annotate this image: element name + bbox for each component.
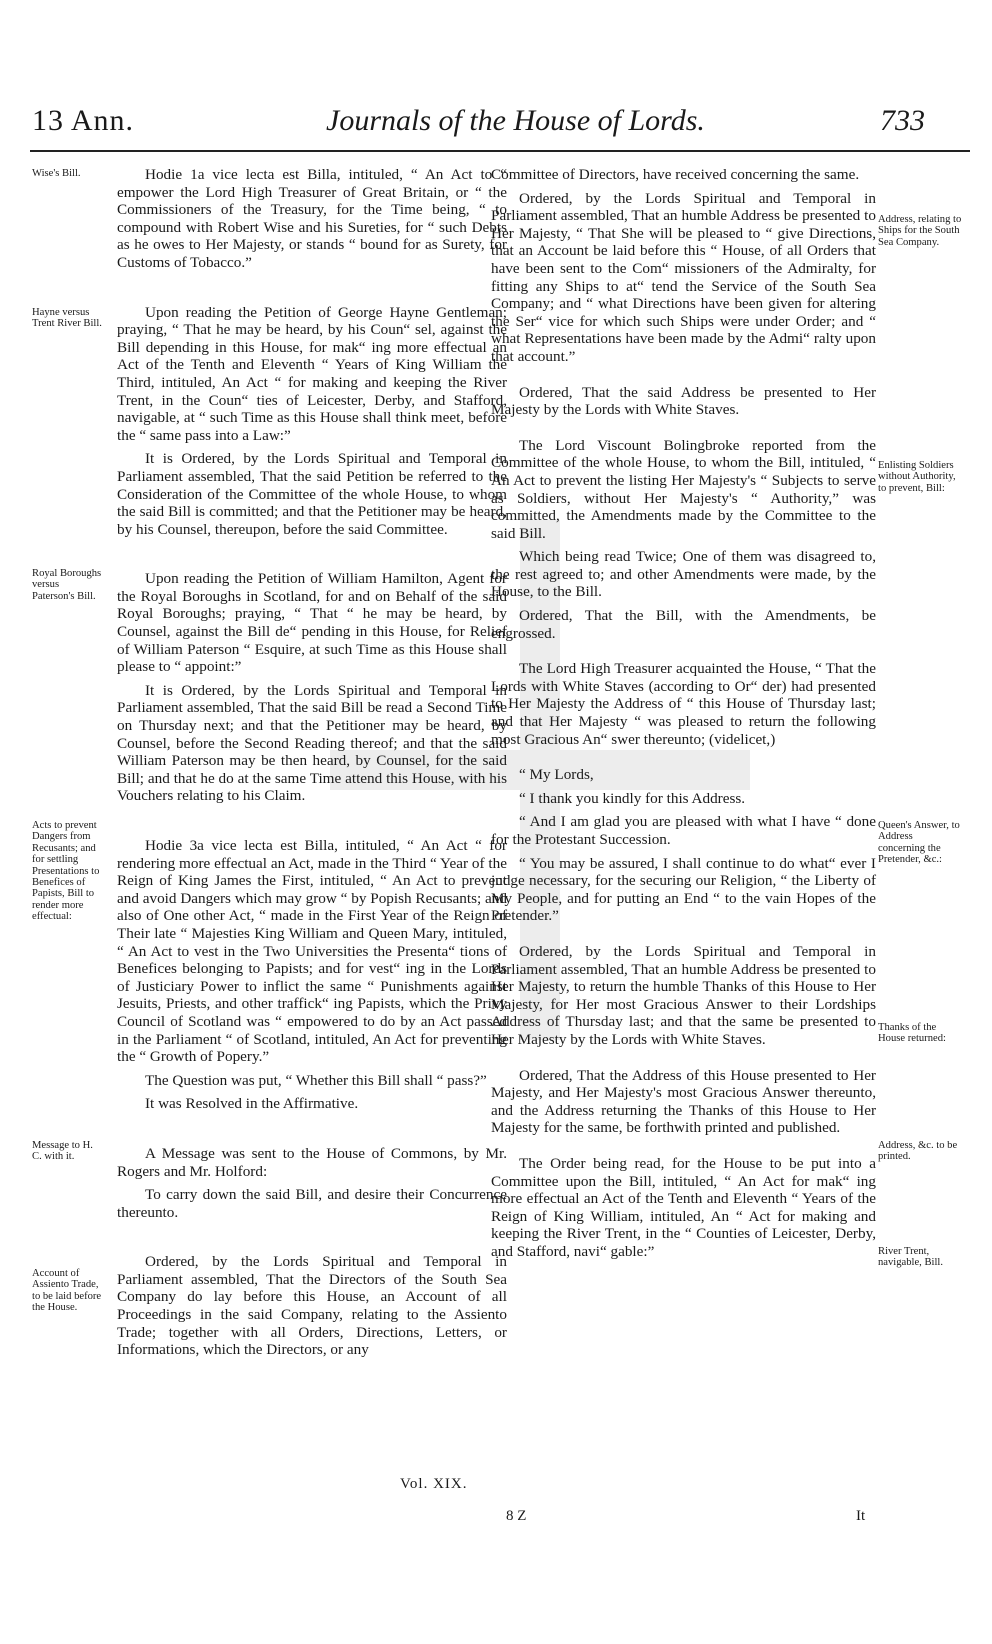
entry-resolved: It was Resolved in the Affirmative. bbox=[145, 1095, 359, 1113]
entry-south-sea-address: Ordered, by the Lords Spiritual and Temporal in Parliament assembled, That an humble Address be presented to Her Majesty, “ That She will be pleased to “ give Directions, that an Account be laid before this “ House, of all Orders that have been sent to the Com“ missioners of the Admiralty, for fitting any Ships to at“ tend the Service of the South Sea Company; and “ what Directions have been given for altering the Ser“ vice for which such Ships were under Order; and “ what Representations have been made by the Admi“ ralty upon that account.” bbox=[491, 189, 876, 365]
entry-message-commons: A Message was sent to the House of Commons, by Mr. Rogers and Mr. Holford: bbox=[117, 1144, 507, 1180]
margin-note-left: Royal Boroughs versus Paterson's Bill. bbox=[32, 568, 102, 602]
entry-river-trent: The Order being read, for the House to be put into a Committee upon the Bill, intituled, “ An Act for mak“ ing more effectual an Act of the Tenth and Eleventh “ Years of the Reign of King William, intituled, An “ Act for making and keeping the River Trent, in the “ Counties of Leicester, Derby, and Stafford, navi“ gable:” bbox=[491, 1154, 876, 1260]
margin-note-right: Enlisting Soldiers without Authority, to prevent, Bill: bbox=[878, 460, 956, 494]
entry-concurrence: To carry down the said Bill, and desire their Concurrence thereunto. bbox=[117, 1186, 507, 1221]
margin-note-right: Address, relating to Ships for the South Sea Company. bbox=[878, 214, 962, 248]
entry-bolingbroke-report: The Lord Viscount Bolingbroke reported from the Committee of the whole House, to whom the Bill, intituled, “ An Act to prevent the listing Her Majesty's “ Subjects to serve as Soldiers, without Her Majesty's “ Authority,” was committed, the Amendments made by the Committee to the said Bill. bbox=[491, 436, 876, 542]
right-column bbox=[491, 166, 876, 1266]
margin-note-left: Wise's Bill. bbox=[32, 168, 81, 179]
entry-hayne-order: It is Ordered, by the Lords Spiritual and Temporal in Parliament assembled, That the said Petition be referred to the Consideration of the Committee of the whole House, to whom the said Bill is committed; and that the Petitioner may be heard, by his Counsel, thereupon, before the said Committee. bbox=[117, 450, 507, 538]
entry-assured: “ You may be assured, I shall continue to do what“ ever I judge necessary, for the securing our Religion, “ the Liberty of My People, and for putting an End “ to the vain Hopes of the Pretender.” bbox=[491, 854, 876, 925]
margin-note-right: River Trent, navigable, Bill. bbox=[878, 1246, 944, 1269]
entry-wise-bill: Hodie 1a vice lecta est Billa, intituled, “ An Act to “ empower the Lord High Treasurer of Great Britain, or “ the Commissioners of the Treasury, for the Time being, “ to compound with Robert Wise and his Sureties, for “ such Debts as he owes to Her Majesty, or stands “ bound for as Surety, for Customs of Tobacco.” bbox=[117, 166, 507, 271]
left-column bbox=[117, 166, 507, 1365]
entry-amendments-read: Which being read Twice; One of them was disagreed to, the rest agreed to; and other Amendments were made, by the House, to the Bill. bbox=[491, 548, 876, 601]
margin-note-left: Account of Assiento Trade, to be laid before the House. bbox=[32, 1268, 102, 1314]
entry-paterson-order: It is Ordered, by the Lords Spiritual and Temporal in Parliament assembled, That the said Bill be read a Second Time on Thursday next; and that the Petitioner may be heard, by Counsel, before the Second Reading thereof; and that the said William Paterson may be then heard, by Counsel, for the said Bill; and that he do at the same Time attend this House, with his Vouchers relating to his Claim. bbox=[117, 681, 507, 805]
entry-engrossed: Ordered, That the Bill, with the Amendments, be engrossed. bbox=[491, 607, 876, 642]
page-title: Journals of the House of Lords. bbox=[326, 104, 705, 137]
entry-my-lords: “ My Lords, bbox=[519, 766, 594, 784]
entry-assiento-order: Ordered, by the Lords Spiritual and Temporal in Parliament assembled, That the Directors of the South Sea Company do lay before this House, an Account of all Proceedings in the said Company, relating to the Assiento Trade; together with all Orders, Directions, Letters, or Informations, which the Directors, or any bbox=[117, 1253, 507, 1359]
entry-thank-you: “ I thank you kindly for this Address. bbox=[519, 789, 746, 807]
entry-continuation: Committee of Directors, have received concerning the same. bbox=[491, 166, 860, 183]
signature-mark: 8 Z bbox=[506, 1508, 527, 1524]
margin-note-right: Queen's Answer, to Address concerning the Pretender, &c.: bbox=[878, 820, 960, 866]
margin-note-right: Address, &c. to be printed. bbox=[878, 1140, 958, 1163]
regnal-year-header: 13 Ann. bbox=[32, 104, 135, 137]
page-number: 733 bbox=[880, 104, 925, 137]
entry-hamilton-petition: Upon reading the Petition of William Hamilton, Agent for the Royal Boroughs in Scotland, for and on Behalf of the said Royal Boroughs; praying, “ That “ he may be heard, by Counsel, against the Bill de“ pending in this House, for Relief of William Paterson “ Esquire, at such Time as this House shall please to “ appoint:” bbox=[117, 570, 507, 676]
entry-question-put: The Question was put, “ Whether this Bill shall “ pass?” bbox=[145, 1071, 487, 1089]
entry-recusants-bill: Hodie 3a vice lecta est Billa, intituled, “ An Act “ for rendering more effectual an Act, made in the Third “ Year of the Reign of King James the First, intituled, “ An Act to prevent and avoid Dangers which may grow “ by Popish Recusants; and also of One other Act, “ made in the First Year of the Reign of Their late “ Majesties King William and Queen Mary, intituled, “ An Act to vest in the Two Universities the Presenta“ tions of Benefices belonging to Papists; and for vest“ ing in the Lords of Justiciary Power to inflict the same “ Punishments against Jesuits, Priests, and other traffick“ ing Papists, which the Privy Council of Scotland was “ empowered to do by an Act passed in the Parliament “ of Scotland, intituled, An Act for preventing the “ Growth of Popery.” bbox=[117, 837, 507, 1066]
entry-lord-treasurer: The Lord High Treasurer acquainted the House, “ That the Lords with White Staves (according to Or“ der) had presented to Her Majesty the Address of “ this House of Thursday last; and that Her Majesty “ was pleased to return the following most Gracious An“ swer thereunto; (videlicet,) bbox=[491, 660, 876, 748]
entry-thanks-address: Ordered, by the Lords Spiritual and Temporal in Parliament assembled, That an humble Address be presented to Her Majesty, to return the humble Thanks of this House to Her Majesty, for Her most Gracious Answer to their Lordships Address of Thursday last; and that the same be presented to Her Majesty by the Lords with White Staves. bbox=[491, 942, 876, 1048]
catchword: It bbox=[856, 1508, 866, 1524]
margin-note-left: Message to H. C. with it. bbox=[32, 1140, 93, 1163]
entry-protestant-succession: “ And I am glad you are pleased with what I have “ done for the Protestant Succession. bbox=[491, 813, 876, 848]
entry-printed: Ordered, That the Address of this House presented to Her Majesty, and Her Majesty's most Gracious Answer thereunto, and the Address returning the Thanks of this House to Her Majesty for the same, be forthwith printed and published. bbox=[491, 1066, 876, 1137]
header-rule bbox=[30, 150, 970, 152]
margin-note-left: Hayne versus Trent River Bill. bbox=[32, 307, 102, 330]
margin-note-left: Acts to prevent Dangers from Recusants; and for settling Presentations to Benefices of Papists, Bill to render more effectual: bbox=[32, 820, 100, 923]
margin-note-right: Thanks of the House returned: bbox=[878, 1022, 946, 1045]
entry-white-staves: Ordered, That the said Address be presented to Her Majesty by the Lords with White Staves. bbox=[491, 383, 876, 419]
entry-hayne-petition: Upon reading the Petition of George Hayne Gentleman; praying, “ That he may be heard, by his Coun“ sel, against the Bill depending in this House, for mak“ ing more effectual an Act of the Tenth and Eleventh “ Years of King William the Third, intituled, An Act “ for making and keeping the River Trent, in the Coun“ ties of Leicester, Derby, and Stafford, navigable, at “ such Time as this House shall think meet, before the “ same pass into a Law:” bbox=[117, 303, 507, 444]
volume-label: Vol. XIX. bbox=[400, 1476, 468, 1492]
